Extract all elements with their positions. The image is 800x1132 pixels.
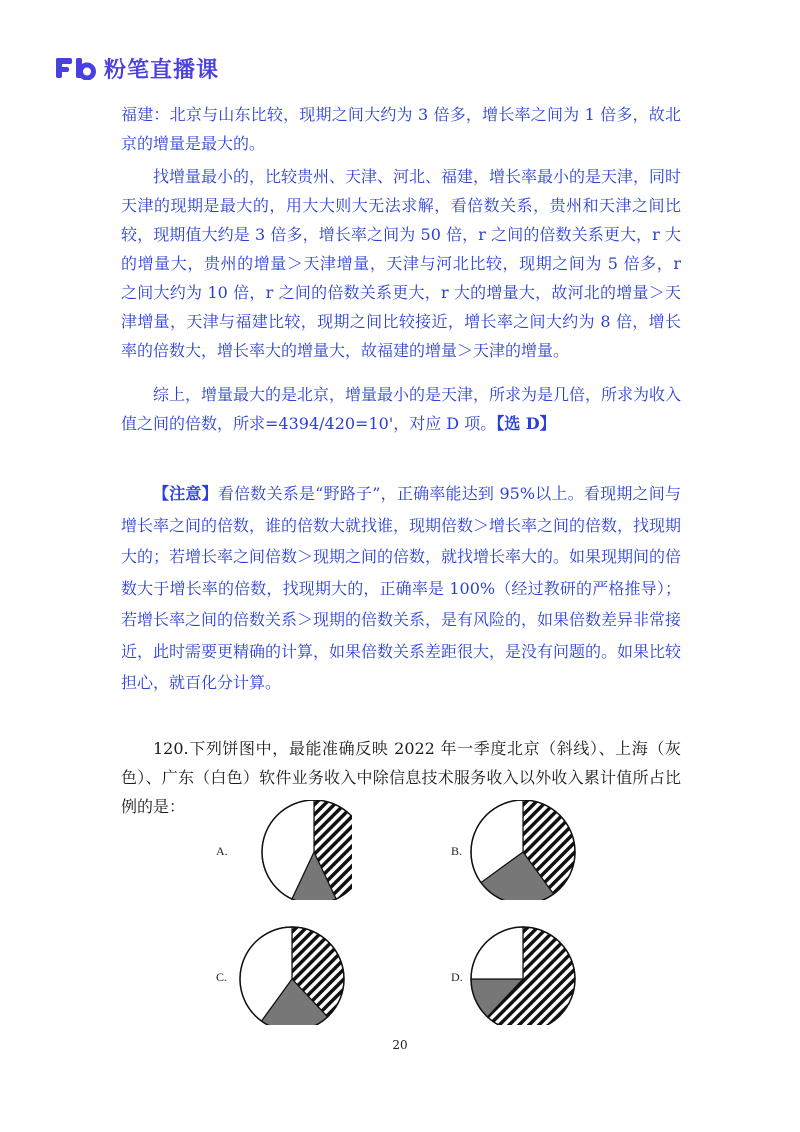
option-c-label: C. — [216, 970, 228, 984]
paragraph-2: 找增量最小的，比较贵州、天津、河北、福建，增长率最小的是天津，同时天津的现期是最大的，用大大则大无法求解，看倍数关系，贵州和天津之间比较，现期值大约是 3 倍多，增长率之间为 50 倍，r 之间的倍数关系更大，r 大的增量大，贵州的增量＞天津增量，天津与河北比较，现期之间为 5 倍多，r 之间大约为 10 倍，r 之间的倍数关系更大，r 大的增量大，故河北的增量＞天津增量，天津与福建比较，现期之间比较接近，增长率之间大约为 8 倍，增长率的倍数大，增长率大的增量大，故福建的增量＞天津的增量。 — [121, 167, 682, 360]
pie-a — [232, 800, 352, 900]
header — [56, 52, 219, 84]
brand-name: 粉笔直播课 — [104, 57, 220, 83]
pie-d — [463, 925, 583, 1025]
option-a-label: A. — [216, 844, 228, 858]
note-body: 看倍数关系是“野路子”，正确率能达到 95%以上。看现期之间与增长率之间的倍数，谁的倍数大就找谁，现期倍数＞增长率之间的倍数，找现期大的；若增长率之间倍数＞现期之间的倍数，就找增长率大的。如果现期间的倍数大于增长率的倍数，找现期大的，正确率是 100%（经过教研的严格推导）；若增长率之间的倍数关系＞现期的倍数关系，是有风险的，如果倍数差异非常接近，此时需要更精确的计算，如果倍数关系差距很大，是没有问题的。如果比较担心，就百化分计算。 — [121, 484, 682, 692]
answer-tag: 【选 D】 — [496, 414, 556, 433]
note-paragraph — [121, 478, 681, 699]
pie-c — [232, 925, 352, 1025]
option-d-label: D. — [451, 970, 463, 984]
fb-logo-icon — [56, 56, 96, 80]
paragraph-3-text: 综上，增量最大的是北京，增量最小的是天津，所求为是几倍，所求为收入值之间的倍数，所求=4394/420=10'，对应 D 项。 — [121, 385, 682, 433]
question-120: 120.下列饼图中，最能准确反映 2022 年一季度北京（斜线）、上海（灰色）、广东（白色）软件业务收入中除信息技术服务收入以外收入累计值所占比例的是： — [121, 739, 681, 816]
pie-b — [463, 800, 583, 900]
paragraph-1: 福建：北京与山东比较，现期之间大约为 3 倍多，增长率之间为 1 倍多，故北京的增量是最大的。 — [121, 105, 681, 153]
option-b-label: B. — [451, 844, 463, 858]
page-number: 20 — [392, 1038, 408, 1052]
paragraph-3 — [121, 380, 681, 438]
note-tag: 【注意】 — [153, 484, 218, 503]
